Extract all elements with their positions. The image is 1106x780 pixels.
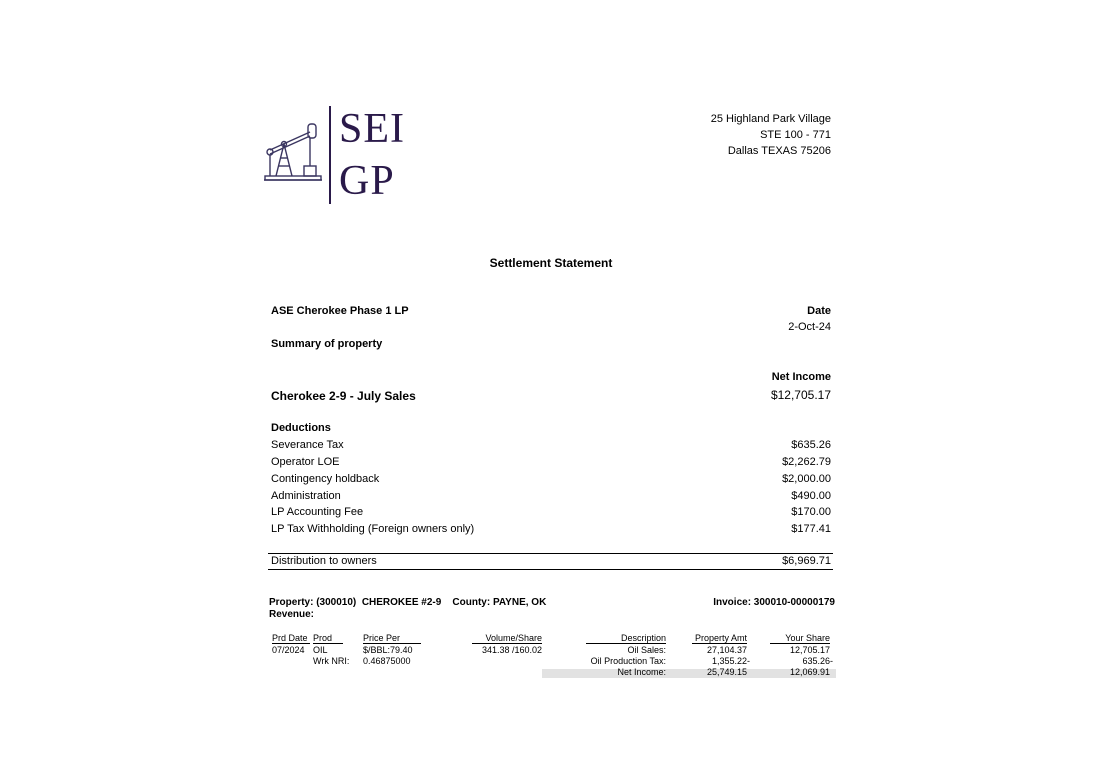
line-description: Net Income: bbox=[617, 667, 666, 677]
deduction-label: LP Accounting Fee bbox=[271, 506, 364, 518]
col-description: Description bbox=[586, 634, 666, 644]
distribution-label: Distribution to owners bbox=[271, 555, 377, 567]
row-wrk-nri-value: 0.46875000 bbox=[363, 656, 411, 666]
deductions-label: Deductions bbox=[271, 422, 331, 434]
row-price-per: $/BBL:79.40 bbox=[363, 645, 413, 655]
line-property-amt: 25,749.15 bbox=[706, 667, 747, 677]
col-price-per: Price Per bbox=[363, 634, 421, 644]
line-property-amt: 1,355.22- bbox=[711, 656, 750, 666]
deduction-amount: $2,000.00 bbox=[782, 473, 831, 485]
col-volume-share: Volume/Share bbox=[472, 634, 542, 644]
row-wrk-nri-label: Wrk NRI: bbox=[313, 656, 350, 666]
property-name: Cherokee 2-9 - July Sales bbox=[271, 389, 416, 403]
distribution-amount: $6,969.71 bbox=[782, 555, 831, 567]
line-property-amt: 27,104.37 bbox=[706, 645, 747, 655]
deduction-amount: $170.00 bbox=[791, 506, 831, 518]
net-income-label: Net Income bbox=[771, 371, 831, 383]
entity-name: ASE Cherokee Phase 1 LP bbox=[271, 305, 409, 317]
logo-text-gp: GP bbox=[339, 158, 395, 204]
col-your-share: Your Share bbox=[770, 634, 830, 644]
row-prd-date: 07/2024 bbox=[272, 645, 305, 655]
date-label: Date bbox=[807, 305, 831, 317]
invoice-revenue-label: Revenue: bbox=[269, 609, 315, 620]
divider-bottom bbox=[268, 569, 833, 570]
company-address bbox=[711, 111, 831, 159]
col-prd-date: Prd Date bbox=[272, 634, 310, 644]
line-your-share: 635.26- bbox=[802, 656, 833, 666]
pumpjack-logo-icon bbox=[262, 120, 324, 186]
invoice-number: Invoice: 300010-00000179 bbox=[713, 597, 835, 608]
address-line-3: Dallas TEXAS 75206 bbox=[727, 145, 831, 157]
line-your-share: 12,069.91 bbox=[789, 667, 830, 677]
deduction-amount: $635.26 bbox=[791, 439, 831, 451]
deduction-label: LP Tax Withholding (Foreign owners only) bbox=[271, 523, 475, 535]
deduction-label: Severance Tax bbox=[271, 439, 344, 451]
invoice-property-line: Property: (300010) CHEROKEE #2-9 County: PAYNE, OK bbox=[269, 597, 547, 608]
deduction-label: Operator LOE bbox=[271, 456, 340, 468]
page-title: Settlement Statement bbox=[489, 256, 613, 270]
col-property-amt: Property Amt bbox=[692, 634, 747, 644]
address-line-2: STE 100 - 771 bbox=[760, 129, 831, 141]
line-description: Oil Production Tax: bbox=[590, 656, 666, 666]
row-volume-share: 341.38 /160.02 bbox=[481, 645, 542, 655]
deduction-label: Administration bbox=[271, 490, 341, 502]
deduction-label: Contingency holdback bbox=[271, 473, 380, 485]
deduction-amount: $2,262.79 bbox=[782, 456, 831, 468]
address-line-1: 25 Highland Park Village bbox=[710, 113, 831, 125]
logo-text-sei: SEI bbox=[339, 106, 405, 152]
summary-label: Summary of property bbox=[271, 338, 383, 350]
deduction-amount: $490.00 bbox=[791, 490, 831, 502]
line-your-share: 12,705.17 bbox=[789, 645, 830, 655]
row-prod: OIL bbox=[313, 645, 328, 655]
divider-top bbox=[268, 553, 833, 554]
col-prod: Prod bbox=[313, 634, 343, 644]
line-description: Oil Sales: bbox=[627, 645, 666, 655]
logo-divider bbox=[329, 106, 331, 204]
date-value: 2-Oct-24 bbox=[788, 321, 831, 333]
deduction-amount: $177.41 bbox=[791, 523, 831, 535]
property-net-income: $12,705.17 bbox=[770, 388, 831, 402]
